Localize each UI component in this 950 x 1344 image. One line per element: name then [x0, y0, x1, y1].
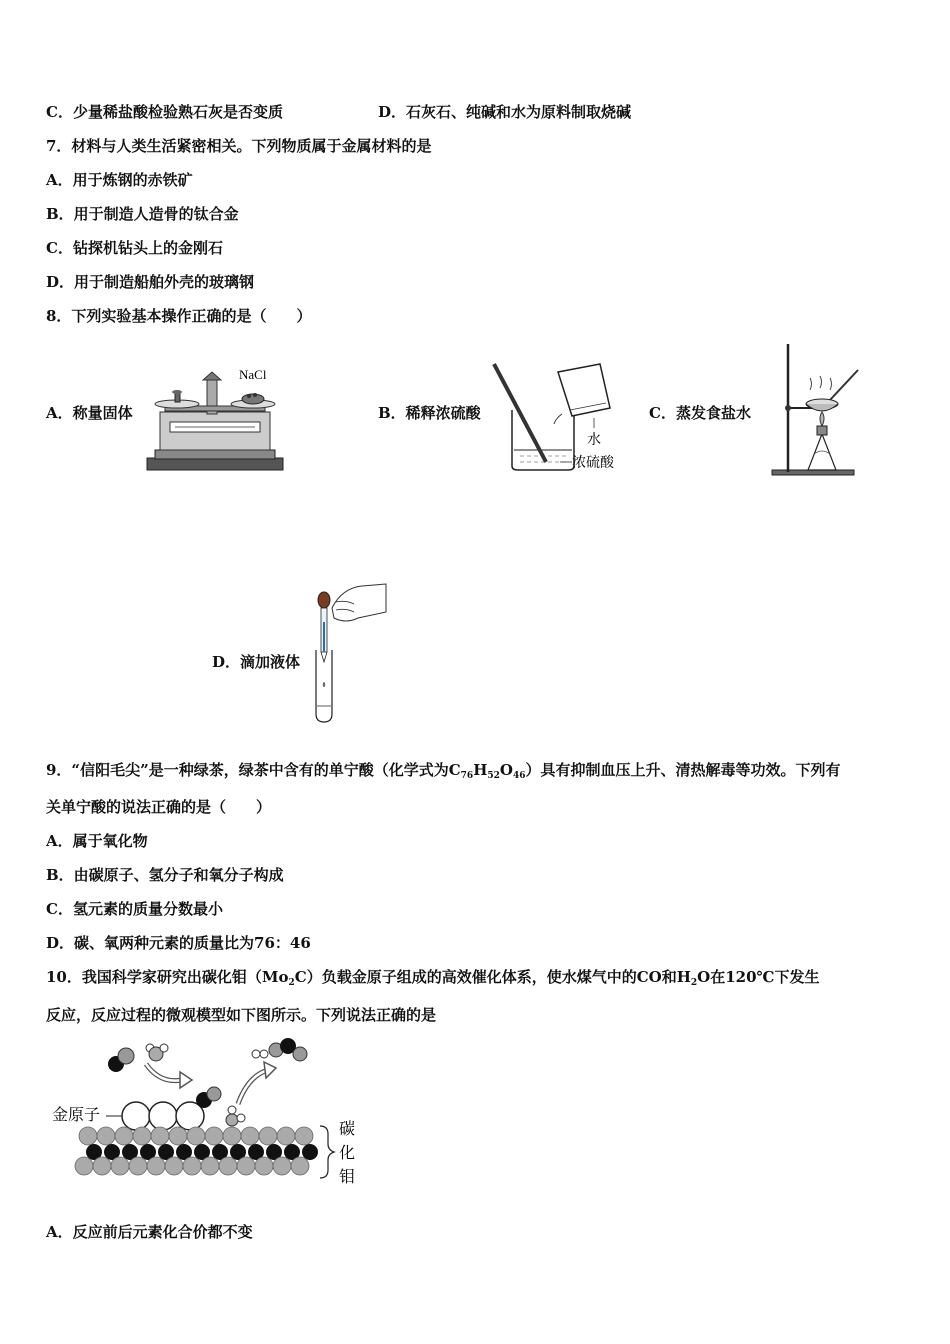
- q9-option-a: A．属于氧化物: [46, 832, 148, 850]
- q10-stem-line2: 反应，反应过程的微观模型如下图所示。下列说法正确的是: [46, 1006, 437, 1024]
- concentrated-acid-label: 浓硫酸: [572, 455, 614, 471]
- mo-carbide-label-2: 化: [339, 1143, 356, 1162]
- mo-carbide-label-3: 钼: [339, 1167, 356, 1186]
- q10-option-a: A．反应前后元素化合价都不变: [46, 1223, 253, 1241]
- q7-option-a: A．用于炼钢的赤铁矿: [46, 171, 193, 189]
- mo-carbide-label-1: 碳: [339, 1119, 356, 1138]
- q8-stem: 8．下列实验基本操作正确的是（ ）: [46, 307, 312, 325]
- formula-o-subscript: 46: [512, 771, 526, 781]
- q6-option-d: D．石灰石、纯碱和水为原料制取烧碱: [378, 103, 632, 121]
- q10-stem-mid: C）负载金原子组成的高效催化体系，使水煤气中的CO和H: [294, 968, 691, 986]
- q8-option-a: A．称量固体: [46, 404, 133, 422]
- formula-o: O: [499, 761, 513, 779]
- acid-dilution-figure: [490, 358, 640, 478]
- q9-option-b: B．由碳原子、氢分子和氧分子构成: [46, 866, 284, 884]
- h-subscript: 2: [690, 978, 698, 988]
- gold-atom-label: 金原子: [52, 1105, 101, 1124]
- catalysis-model-figure: [48, 1034, 368, 1186]
- water-label: 水: [587, 432, 601, 448]
- q7-option-b: B．用于制造人造骨的钛合金: [46, 205, 239, 223]
- q9-stem-pre: 9．“信阳毛尖”是一种绿茶，绿茶中含有的单宁酸（化学式为: [46, 761, 449, 779]
- q7-option-c: C．钻探机钻头上的金刚石: [46, 239, 223, 257]
- q6-option-c: C．少量稀盐酸检验熟石灰是否变质: [46, 103, 283, 121]
- dropper-figure: [302, 578, 388, 726]
- q9-stem-line2: 关单宁酸的说法正确的是（ ）: [46, 798, 272, 816]
- q9-stem-line1: [46, 760, 841, 786]
- q8-option-d: D．滴加液体: [212, 653, 301, 671]
- q9-option-d: D．碳、氧两种元素的质量比为76：46: [46, 934, 311, 952]
- formula-c-subscript: 76: [460, 771, 474, 781]
- mo-subscript: 2: [288, 978, 295, 988]
- q7-option-d: D．用于制造船舶外壳的玻璃钢: [46, 273, 255, 291]
- formula-c: C: [448, 761, 461, 779]
- q7-stem: 7．材料与人类生活紧密相关。下列物质属于金属材料的是: [46, 137, 432, 155]
- q10-stem-post: O在120℃下发生: [697, 968, 820, 986]
- q10-stem-pre: 10．我国科学家研究出碳化钼（Mo: [46, 968, 289, 986]
- nacl-label: NaCl: [239, 367, 267, 382]
- q10-stem-line1: [46, 967, 820, 993]
- formula-h: H: [473, 761, 488, 779]
- q9-option-c: C．氢元素的质量分数最小: [46, 900, 223, 918]
- balance-figure: [145, 362, 285, 474]
- evaporation-figure: [770, 342, 860, 478]
- formula-h-subscript: 52: [487, 771, 500, 781]
- q8-option-b: B．稀释浓硫酸: [378, 404, 481, 422]
- q8-option-c: C．蒸发食盐水: [649, 404, 751, 422]
- q9-stem-post: ）具有抑制血压上升、清热解毒等功效。下列有: [525, 761, 841, 779]
